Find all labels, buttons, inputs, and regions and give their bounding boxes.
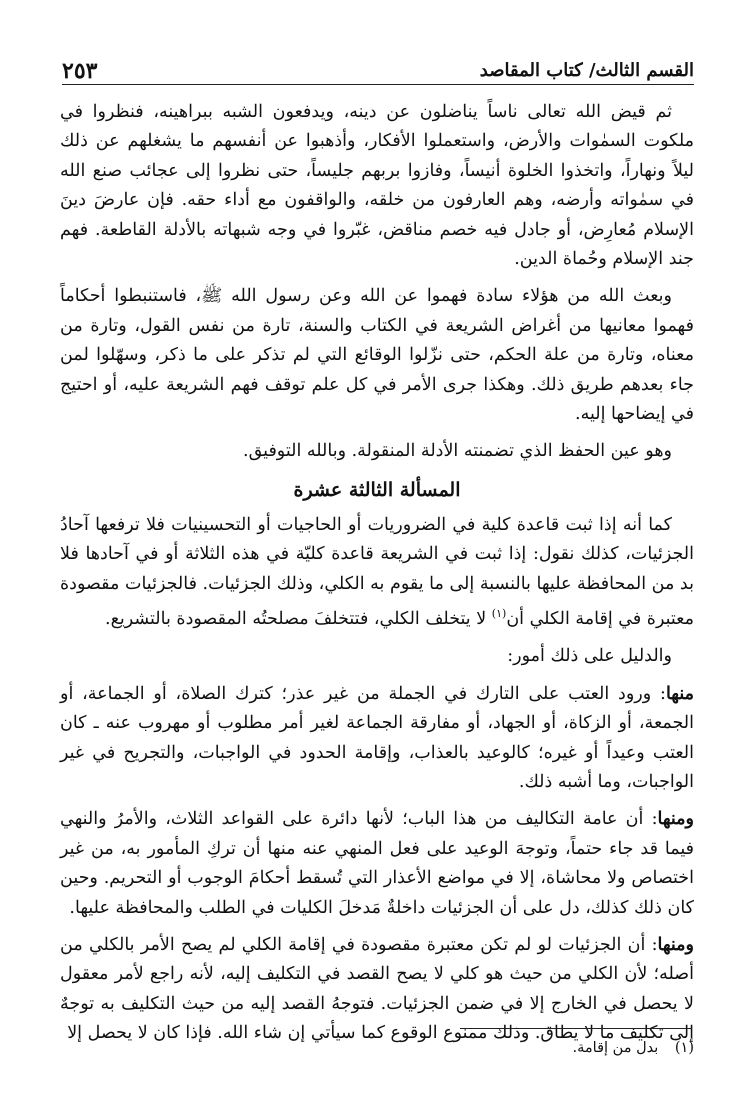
footnote-number: (١) <box>674 1040 694 1056</box>
page-header <box>62 56 694 85</box>
footnote-divider <box>460 1028 692 1029</box>
page-number: ٢٥٣ <box>62 58 98 84</box>
section-heading: المسألة الثالثة عشرة <box>293 478 461 501</box>
evidence-text: : أن عامة التكاليف من هذا الباب؛ لأنها دائرة على القواعد الثلاث، والأمرُ والنهي فيما قد جاء حتماً، وتوجهَ الوعيد على فعل المنهي عنه منها أن تركِ المأمور به، من غير اختصاص ولا محاشاة، إلا في مواضع الأعذار التي تُسقط أحكامَ الوجوب أو التحريم. وحين كان ذلك كذلك، دل على أن الجزئيات داخلةٌ مَدخلَ الكليات في الطلب والمحافظة عليها. <box>60 809 694 918</box>
evidence-label: ومنها <box>657 809 694 830</box>
paragraph: وهو عين الحفظ الذي تضمنته الأدلة المنقولة. وبالله التوفيق. <box>243 441 672 462</box>
evidence-item <box>60 680 694 798</box>
evidence-item <box>60 805 694 923</box>
paragraph-text: كما أنه إذا ثبت قاعدة كلية في الضروريات أو الحاجيات أو التحسينيات فلا ترفعها آحادُ الجزئيات، كذلك نقول: إذا ثبت في الشريعة قاعدة كليّة في هذه الثلاثة أو في آحادها فلا بد من المحافظة عليها بالنسبة إلى ما يقوم به الكلي، وذلك الجزئيات. فالجزئيات مقصودة معتبرة في إقامة الكلي أن <box>60 514 694 629</box>
footnote <box>573 1040 694 1056</box>
paragraph <box>60 511 694 634</box>
evidence-label: ومنها <box>657 934 694 955</box>
footnote-text: بدل من إقامة. <box>572 1040 659 1056</box>
running-title: القسم الثالث/ كتاب المقاصد <box>479 60 694 81</box>
evidence-text: : أن الجزئيات لو لم تكن معتبرة مقصودة في إقامة الكلي لم يصح الأمر بالكلي من أصله؛ لأن الكلي من حيث هو كلي لا يصح القصد في التكليف إليه، لأنه راجع لأمر معقول لا يحصل في الخارج إلا في ضمن الجزئيات. فتوجهُ القصد إليه من حيث التكليف به توجهٌ إلى تكليف ما لا يطاق. وذلك ممنوع الوقوع كما سيأتي إن شاء الله. فإذا كان لا يحصل إلا <box>60 934 694 1044</box>
evidence-text: : ورود العتب على التارك في الجملة من غير عذر؛ كترك الصلاة، أو الجماعة، أو الجمعة، أو الزكاة، أو الجهاد، أو مفارقة الجماعة لغير أمر مطلوب أو مهروب عنه ـ كان العتب وعيداً أو غيره؛ كالوعيد بالعذاب، وإقامة الحدود في الواجبات، والتجريح في غير الواجبات، وما أشبه ذلك. <box>60 683 694 792</box>
paragraph: وبعث الله من هؤلاء سادة فهموا عن الله وعن رسول الله ﷺ، فاستنبطوا أحكاماً فهموا معانيها من أغراض الشريعة في الكتاب والسنة، تارة من نفس القول، وتارة من معناه، وتارة من علة الحكم، حتى نزّلوا الوقائع التي لم تذكر على ما ذكر، وسهّلوا لمن جاء بعدهم طريق ذلك. وهكذا جرى الأمر في كل علم توقف فهم الشريعة عليه، أو احتيج في إيضاحها إليه. <box>60 286 694 425</box>
evidence-intro: والدليل على ذلك أمور: <box>507 646 672 667</box>
main-text <box>60 98 694 1057</box>
evidence-item <box>60 931 694 1049</box>
paragraph: ثم قيض الله تعالى ناساً يناضلون عن دينه، ويدفعون الشبه ببراهينه، فنظروا في ملكوت السمٰوات والأرض، واستعملوا الأفكار، وأذهبوا عن أنفسهم ما يشغلهم عن ذلك ليلاً ونهاراً، واتخذوا الخلوة أنيساً، وفازوا بربهم جليساً، حتى نظروا إلى عجائب صنع الله في سمٰواته وأرضه، وهم العارفون من خلقه، والواقفون مع أداء حقه. فإن عارضَ دينَ الإسلام مُعارِض، أو جادل فيه خصم مناقض، غبّروا في وجه شبهاته بالأدلة القاطعة. فهم جند الإسلام وحُماة الدين. <box>60 102 694 270</box>
evidence-label: منها <box>665 683 694 704</box>
paragraph-text: لا يتخلف الكلي، فتتخلفَ مصلحتُه المقصودة بالتشريع. <box>105 608 492 629</box>
footnote-reference: (١) <box>491 607 507 621</box>
